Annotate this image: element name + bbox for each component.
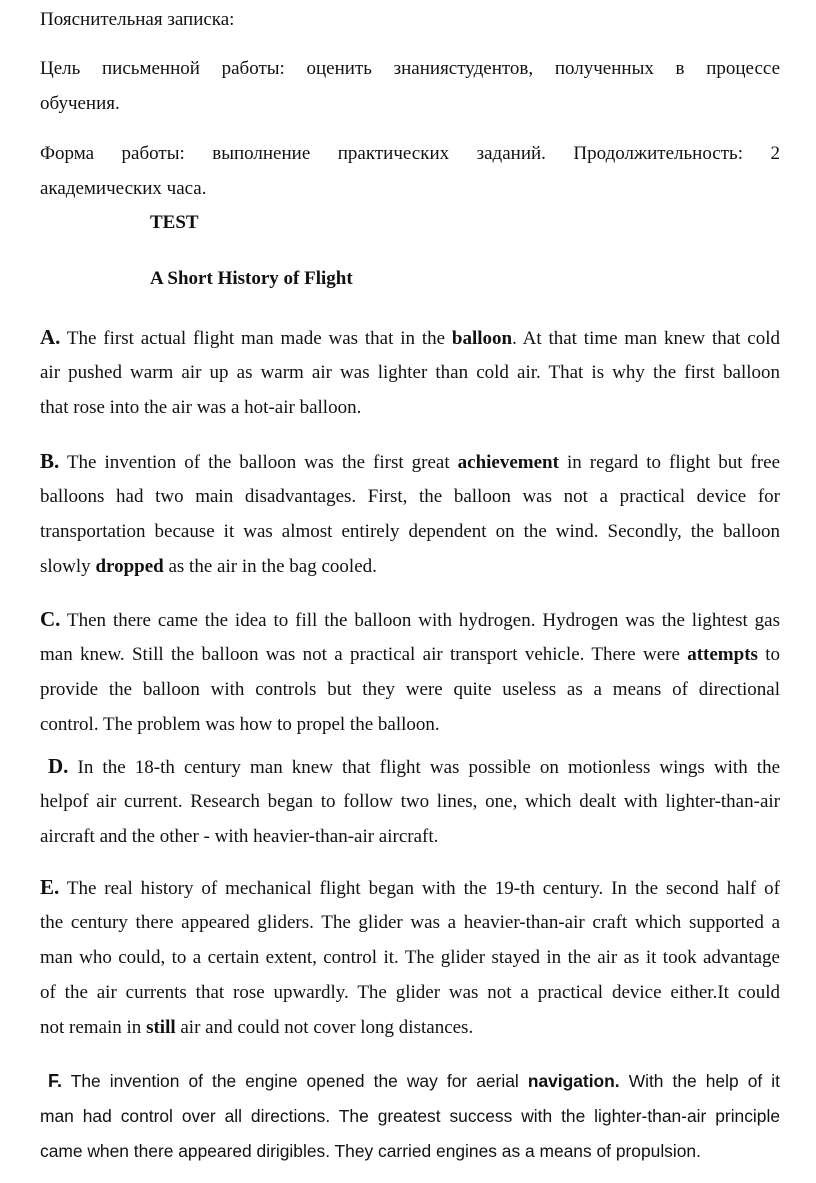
paragraph-label: D. [48, 754, 69, 778]
paragraph-label: F. [48, 1071, 63, 1091]
paragraph-label: E. [40, 875, 60, 899]
form-line: академических часа. [40, 178, 207, 199]
key-word: dropped [95, 556, 164, 577]
key-word: attempts [687, 644, 758, 665]
paragraph-d: D. In the 18-th century man knew that flight was possible on motionless wings with the helpof air current. Research began to follow two lines, one, which dealt with lighter-than-air aircraft and the other - with heavier-than-air aircraft. [40, 754, 780, 847]
key-word: balloon [451, 328, 513, 349]
explanatory-note-title: Пояснительная записка: [40, 9, 235, 30]
paragraph-e: E. The real history of mechanical flight began with the 19-th century. In the second half of the century there appeared gliders. The glider was a heavier-than-air craft which supported a man who could, to a certain extent, control it. The glider stayed in the air as it took advantage of the air currents that rose upwardly. The glider was not a practical device either.It could not remain in still air and could not cover long distances. [40, 875, 780, 1038]
key-word: still [146, 1017, 176, 1038]
paragraph-label: A. [40, 325, 61, 349]
goal-line: Цель письменной работы: оценить знаниястудентов, полученных в процессе [40, 58, 780, 79]
paragraph-label: B. [40, 449, 60, 473]
goal-line: обучения. [40, 93, 120, 114]
form-line: Форма работы: выполнение практических заданий. Продолжительность: 2 [40, 143, 780, 164]
goal-paragraph [40, 51, 780, 121]
form-paragraph [40, 136, 780, 206]
text-title: A Short History of Flight [150, 268, 353, 289]
test-heading: TEST [150, 212, 199, 233]
key-word: achievement [457, 452, 559, 473]
paragraph-b: B. The invention of the balloon was the first great achievement in regard to flight but free balloons had two main disadvantages. First, the balloon was not a practical device for transportation because it was almost entirely dependent on the wind. Secondly, the balloon slowly dropped as the air in the bag cooled. [40, 449, 781, 577]
paragraph-label: C. [40, 607, 61, 631]
paragraph-f: F. The invention of the engine opened the way for aerial navigation. With the help of it man had control over all directions. The greatest success with the lighter-than-air principle came when there appeared dirigibles. They carried engines as a means of propulsion. [40, 1071, 780, 1161]
paragraph-a: A. The first actual flight man made was that in the balloon. At that time man knew that cold air pushed warm air up as warm air was lighter than cold air. That is why the first balloon that rose into the air was a hot-air balloon. [40, 325, 780, 418]
paragraph-c: C. Then there came the idea to fill the balloon with hydrogen. Hydrogen was the lightest gas man knew. Still the balloon was not a practical air transport vehicle. There were attempts to provide the balloon with controls but they were quite useless as a means of directional control. The problem was how to propel the balloon. [40, 607, 781, 735]
key-word: navigation. [527, 1071, 620, 1091]
